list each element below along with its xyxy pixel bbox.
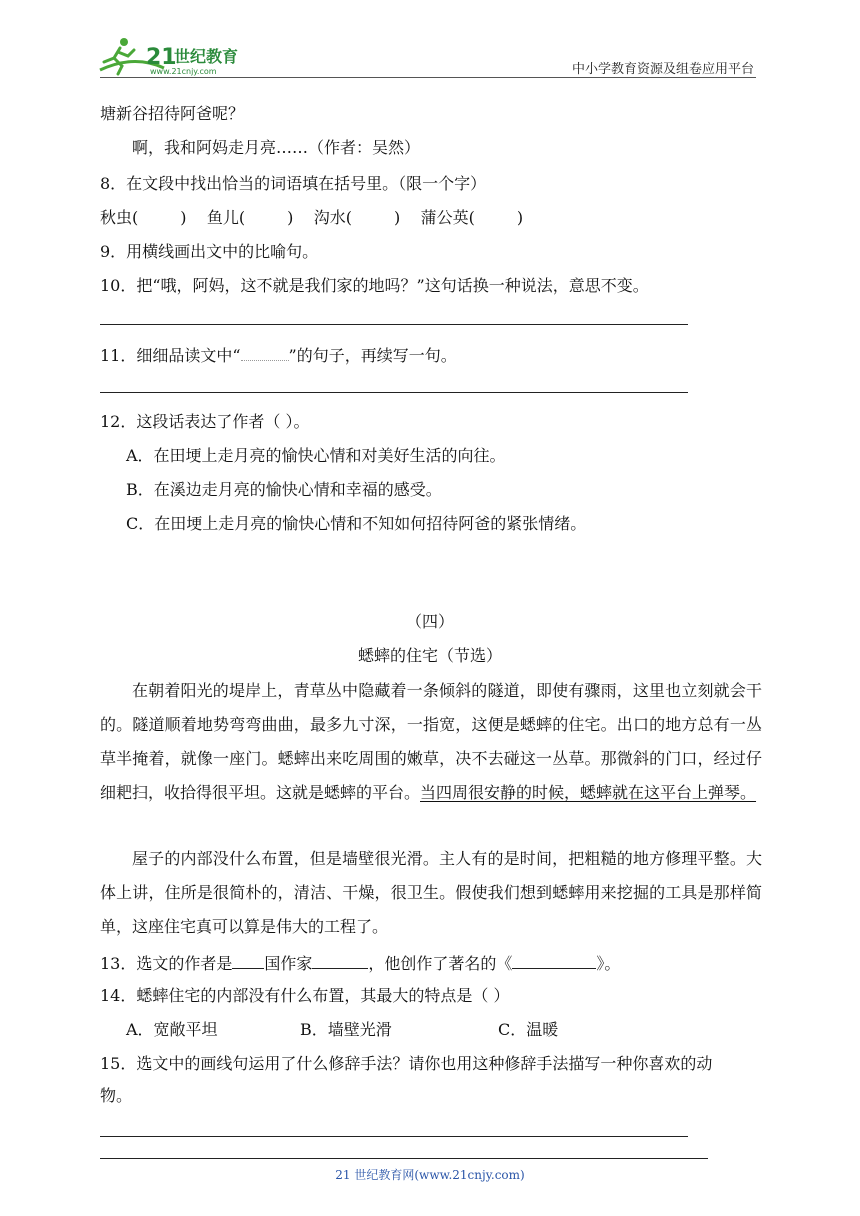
passage-p1-text: 在朝着阳光的堤岸上，青草丛中隐藏着一条倾斜的隧道，即使有骤雨，这里也立刻就会干的。隧道顺着地势弯弯曲曲，最多九寸深，一指宽，这便是蟋蟀的住宅。出口的地方总有一丛草半掩着，就像一座门。蟋蟀出来吃周围的嫩草，决不去碰这一丛草。那微斜的门口，经过仔细耙扫，收拾得很平坦。这就是蟋蟀的平台。 (100, 681, 762, 802)
header-divider (100, 77, 756, 78)
question-11-suffix: ”的句子，再续写一句。 (288, 346, 457, 365)
runner-logo-icon (94, 34, 264, 78)
blank-label-4: 蒲公英 (420, 208, 469, 227)
passage-paragraph-1 (100, 674, 762, 810)
option-12-b: B．在溪边走月亮的愉快心情和幸福的感受。 (126, 480, 442, 499)
question-11 (100, 344, 457, 366)
question-15-line-2: 物。 (100, 1086, 133, 1105)
blank-label-3: 沟水 (313, 208, 346, 227)
question-8: 8．在文段中找出恰当的词语填在括号里。（限一个字） (100, 174, 487, 193)
text-line-2: 啊，我和阿妈走月亮……（作者：吴然） (132, 138, 421, 157)
question-15-line-1: 15．选文中的画线句运用了什么修辞手法？请你也用这种修辞手法描写一种你喜欢的动 (100, 1054, 713, 1073)
logo-text: 21 (146, 45, 177, 70)
blank-label-2: 鱼儿 (206, 208, 239, 227)
question-10: 10．把“哦，阿妈，这不就是我们家的地吗？”这句话换一种说法，意思不变。 (100, 276, 649, 295)
option-14-a: A．宽敞平坦 (126, 1020, 218, 1039)
question-14: 14．蟋蟀住宅的内部没有什么布置，其最大的特点是（ ） (100, 986, 510, 1005)
blank-author (312, 952, 368, 969)
answer-line-q10 (100, 324, 688, 325)
question-12: 12．这段话表达了作者（ ）。 (100, 412, 310, 431)
section-title: 蟋蟀的住宅（节选） (357, 646, 502, 665)
blank-book (512, 952, 596, 969)
option-14-b: B．墙壁光滑 (300, 1020, 392, 1039)
site-logo (94, 34, 264, 78)
passage-paragraph-2: 屋子的内部没什么布置，但是墙壁很光滑。主人有的是时间，把粗糙的地方修理平整。大体上讲，住所是很简朴的，清洁、干燥，很卫生。假使我们想到蟋蟀用来挖掘的工具是那样简单，这座住宅真可以算是伟大的工程了。 (100, 849, 762, 936)
option-14-c: C．温暖 (498, 1020, 559, 1039)
footer-divider (100, 1158, 708, 1159)
answer-line-q11 (100, 392, 688, 393)
header-platform-text: 中小学教育资源及组卷应用平台 (571, 62, 754, 77)
option-12-a: A．在田埂上走月亮的愉快心情和对美好生活的向往。 (126, 446, 506, 465)
footer-text: 21 世纪教育网(www.21cnjy.com) (335, 1168, 525, 1182)
question-8-blanks: 秋虫( ) 鱼儿( ) 沟水( ) 蒲公英( ) (100, 208, 524, 227)
answer-line-q15 (100, 1136, 688, 1137)
dotted-blank (241, 344, 289, 361)
blank-country (232, 952, 264, 969)
logo-url: www.21cnjy.com (150, 67, 217, 76)
blank-label-1: 秋虫 (100, 208, 133, 227)
question-9: 9．用横线画出文中的比喻句。 (100, 242, 319, 261)
option-12-c: C．在田埂上走月亮的愉快心情和不知如何招待阿爸的紧张情绪。 (126, 514, 587, 533)
logo-text-cn: 世纪教育 (174, 47, 239, 66)
section-number: （四） (405, 612, 454, 631)
question-13: 13．选文的作者是 国作家 ，他创作了著名的《 》。 (100, 954, 621, 973)
text-line-1: 塘新谷招待阿爸呢？ (100, 104, 245, 123)
question-11-prefix: 11．细细品读文中“ (100, 346, 241, 365)
passage-p1-underlined: 当四周很安静的时候，蟋蟀就在这平台上弹琴。 (420, 783, 757, 802)
